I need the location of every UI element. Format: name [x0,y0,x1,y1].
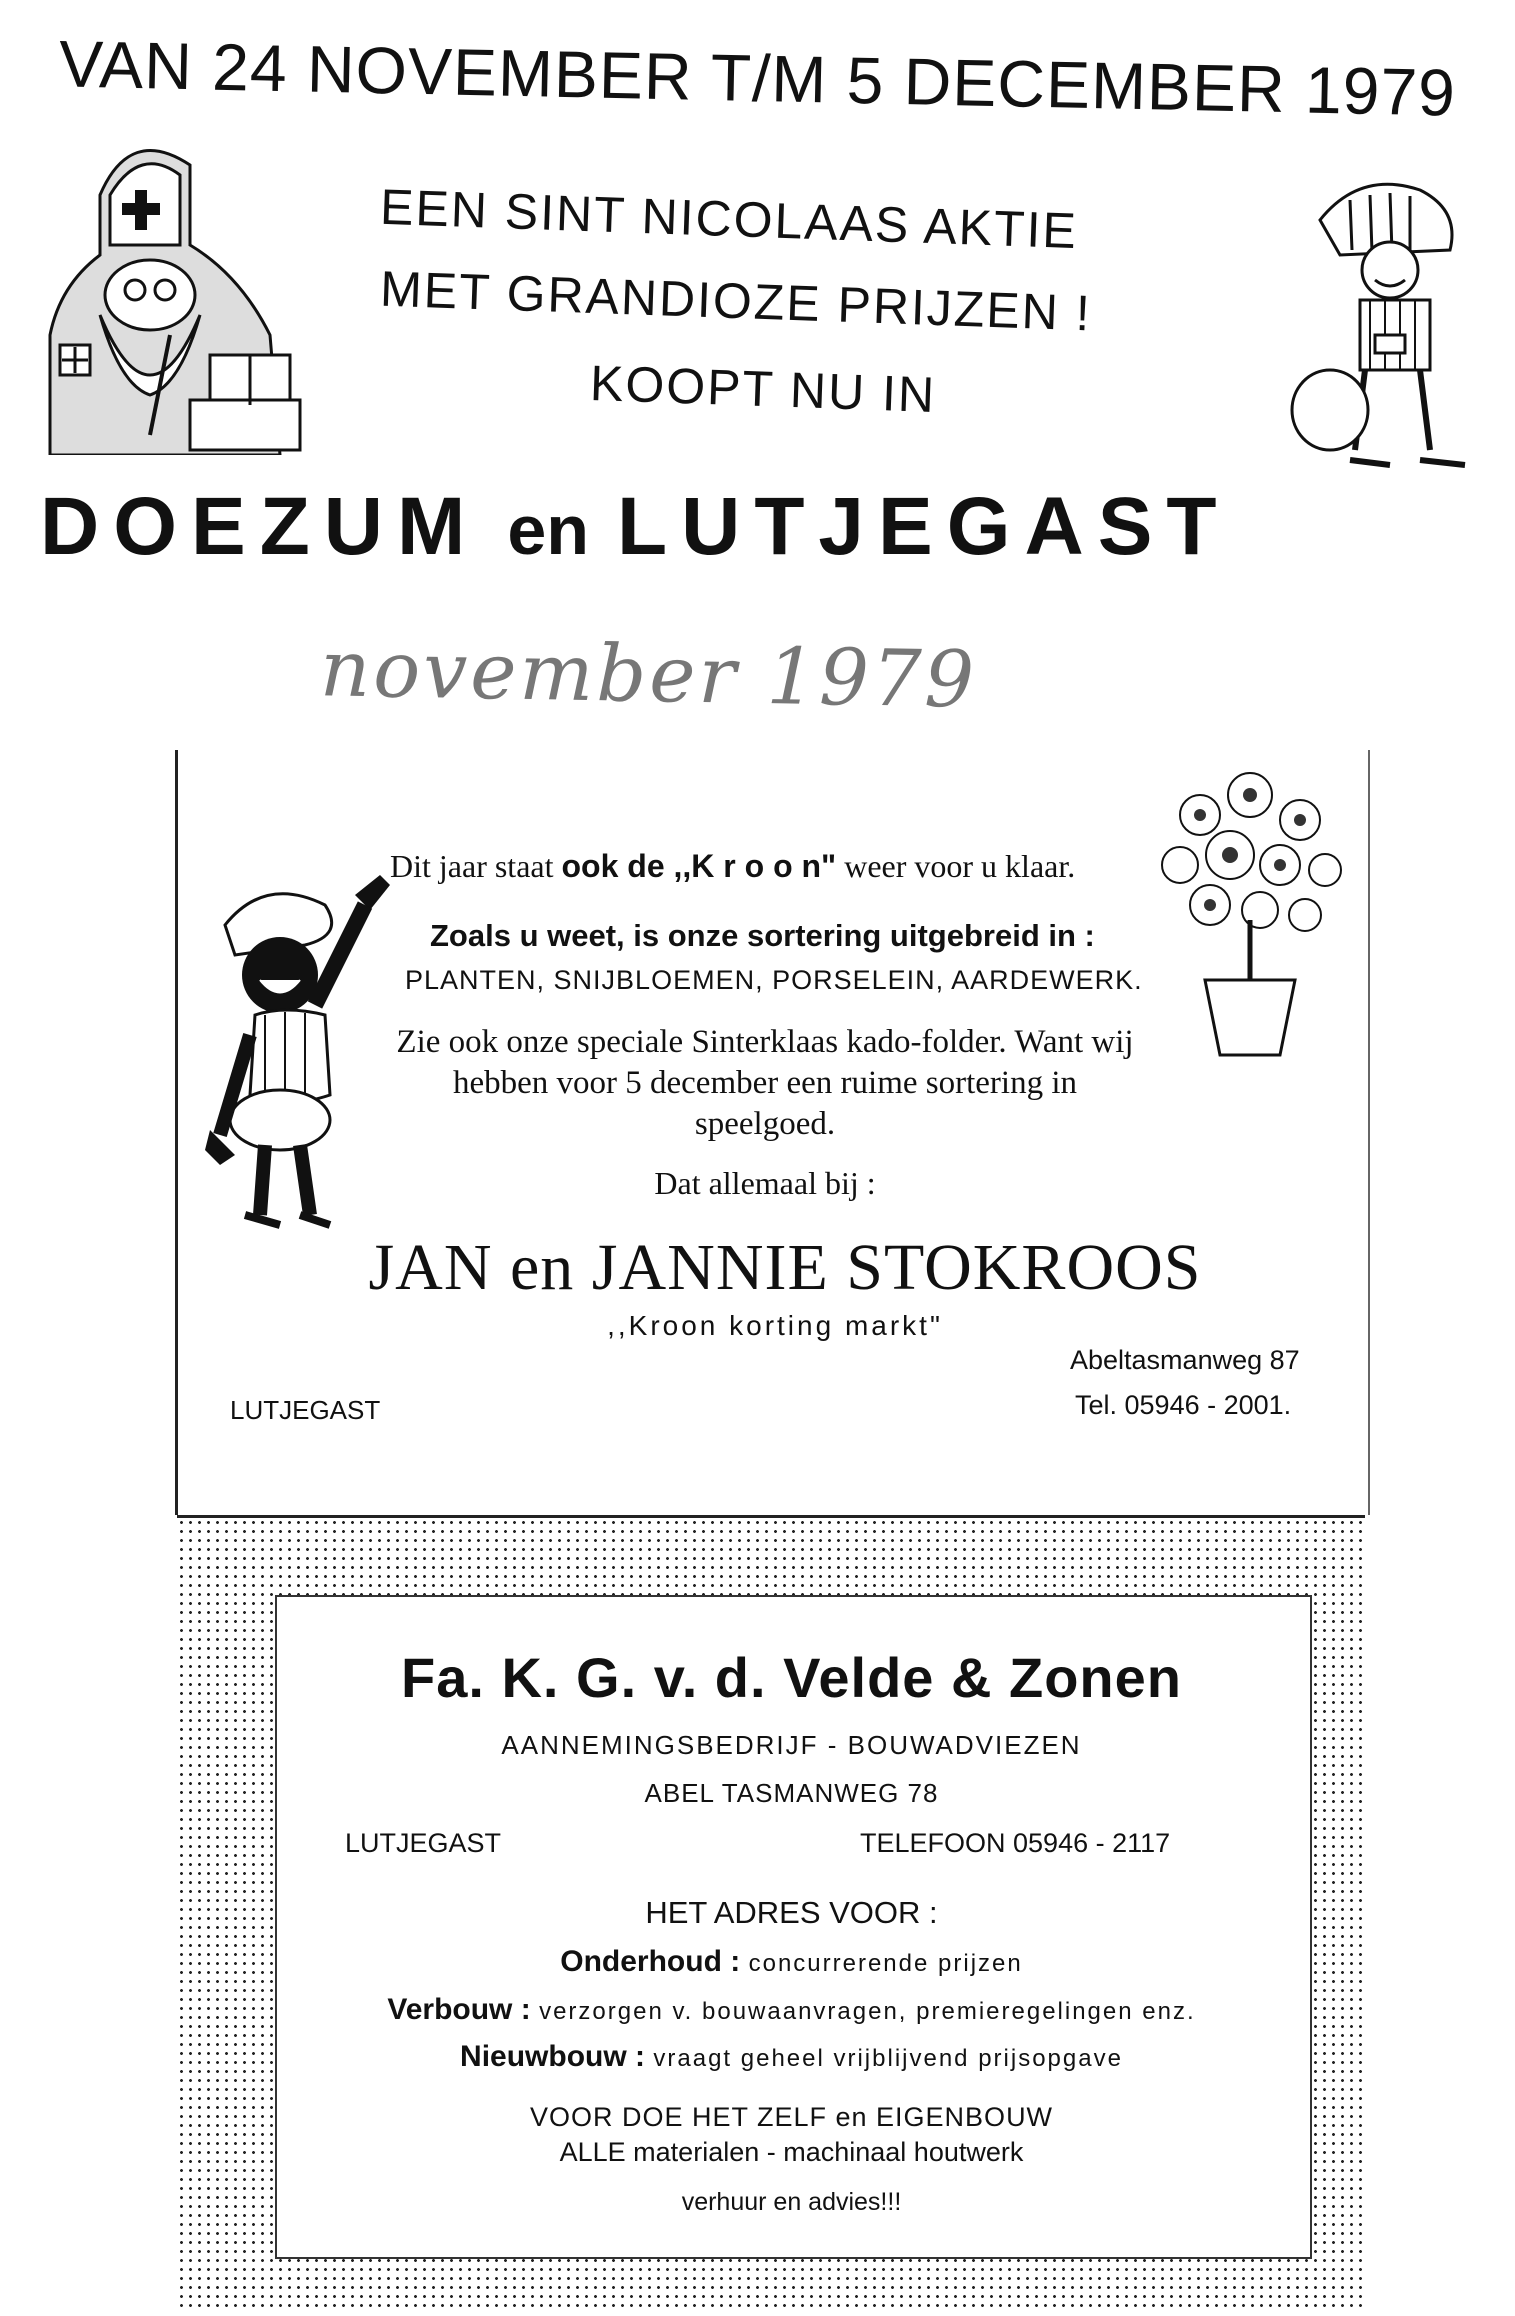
piet-illustration-top [1280,160,1480,480]
velde-town: LUTJEGAST [345,1828,502,1858]
kroon-town: LUTJEGAST [230,1395,381,1425]
plant-illustration [1140,755,1360,1060]
town-joiner: en [507,491,590,569]
headline-koopt: KOOPT NU IN [589,354,937,424]
town-lutjegast: LUTJEGAST [617,481,1231,572]
velde-address: ABEL TASMANWEG 78 [644,1778,939,1808]
velde-doe-het-zelf: VOOR DOE HET ZELF en EIGENBOUW [529,2102,1054,2132]
velde-verhuur: verhuur en advies!!! [681,2188,902,2216]
velde-row-nieuwbouw [275,2040,1308,2074]
kroon-market: ,,Kroon korting markt" [607,1310,943,1341]
velde-row-text: concurrerende prijzen [748,1950,1023,1977]
kroon-intro-pre: Dit jaar staat [390,848,562,884]
velde-row-label: Verbouw : [387,1993,531,2026]
kroon-folder-text: Zie ook onze speciale Sinterklaas kado-folder. Want wij hebben voor 5 december een ruime sortering in speelgoed. [396,1024,1134,1142]
velde-services: AANNEMINGSBEDRIJF - BOUWADVIEZEN [501,1730,1082,1760]
velde-row-text: vraagt geheel vrijblijvend prijsopgave [653,2045,1123,2072]
velde-materialen: ALLE materialen - machinaal houtwerk [559,2137,1024,2167]
date-banner: VAN 24 NOVEMBER T/M 5 DECEMBER 1979 [58,26,1457,130]
velde-heading: HET ADRES VOOR : [645,1895,938,1930]
kroon-sortering: Zoals u weet, is onze sortering uitgebreid in : [430,918,1095,953]
town-doezum: DOEZUM [40,481,480,572]
headline-aktie: EEN SINT NICOLAAS AKTIE [379,178,1079,260]
kroon-intro [390,848,1075,885]
velde-row-label: Nieuwbouw : [460,2040,646,2073]
towns-banner [40,480,1480,574]
velde-row-onderhoud [275,1945,1308,1979]
kroon-owner: JAN en JANNIE STOKROOS [368,1231,1202,1304]
kroon-phone: Tel. 05946 - 2001. [1075,1390,1292,1420]
kroon-products: PLANTEN, SNIJBLOEMEN, PORSELEIN, AARDEWERK. [405,965,1143,995]
velde-row-verbouw [275,1993,1308,2027]
velde-row-label: Onderhoud : [560,1945,741,1978]
kroon-address: Abeltasmanweg 87 [1070,1345,1300,1375]
velde-company-name: Fa. K. G. v. d. Velde & Zonen [401,1646,1182,1709]
velde-phone: TELEFOON 05946 - 2117 [860,1828,1171,1858]
velde-row-text: verzorgen v. bouwaanvragen, premieregelingen enz. [539,1998,1196,2025]
kroon-intro-bold: ook de ,,K r o o n" [561,848,837,884]
handwritten-date: november 1979 [319,624,978,726]
piet-illustration-kroon [205,865,405,1235]
kroon-allemaal: Dat allemaal bij : [654,1165,876,1201]
kroon-intro-post: weer voor u klaar. [836,848,1076,884]
headline-prijzen: MET GRANDIOZE PRIJZEN ! [379,260,1093,342]
sinterklaas-illustration [40,135,310,455]
